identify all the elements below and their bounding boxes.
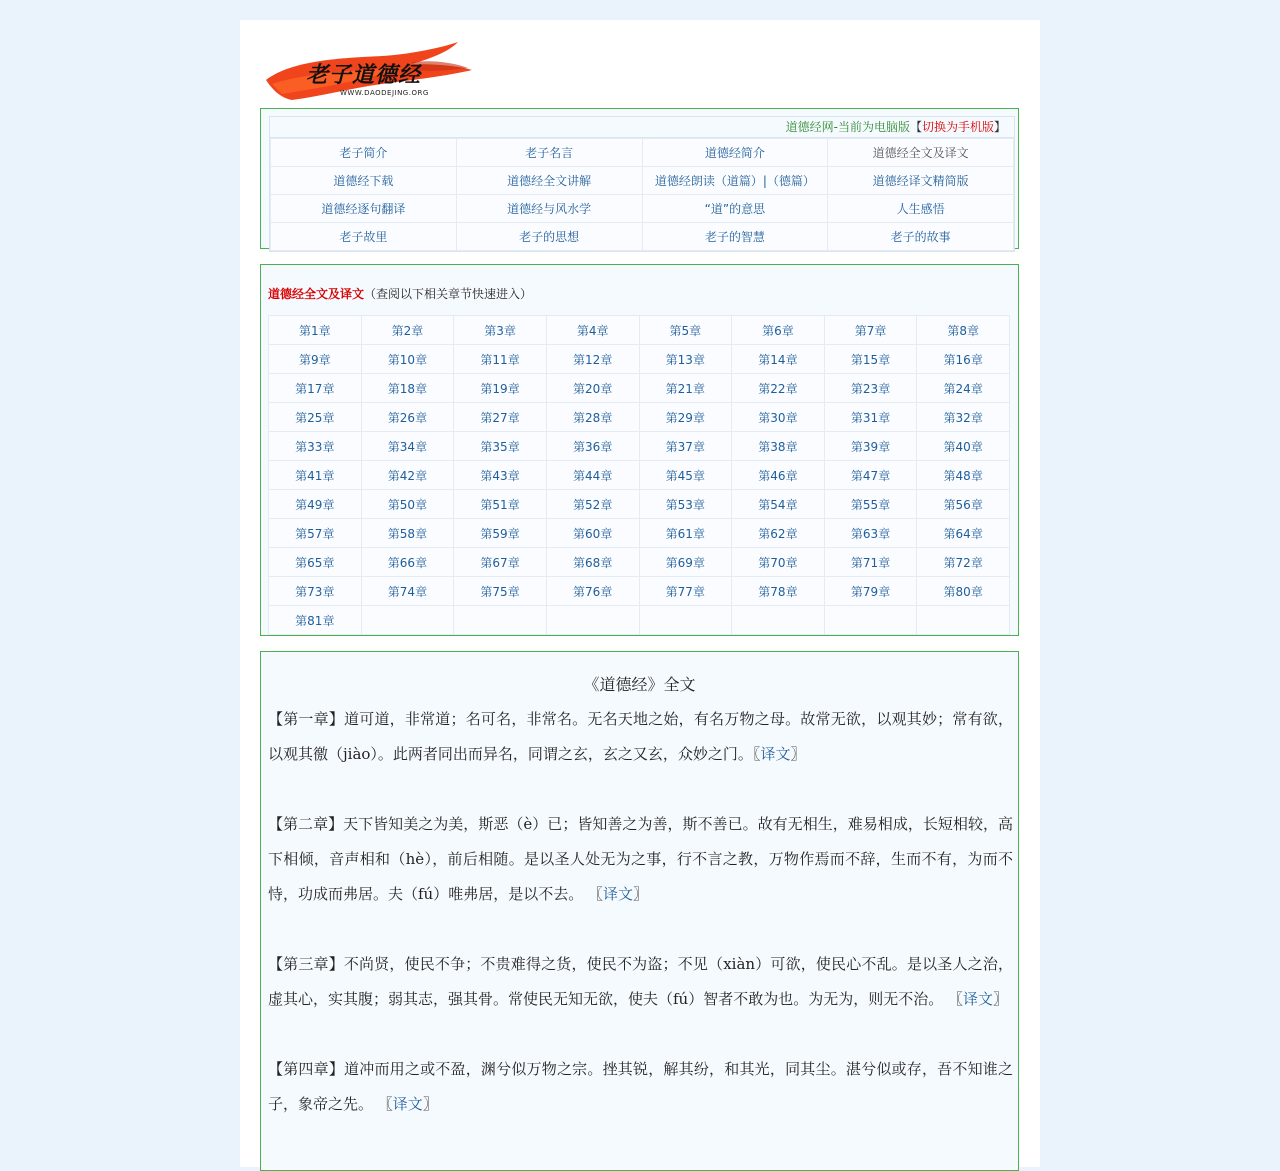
chapter-link[interactable]: 第3章 [454, 316, 547, 345]
bracket-close: 〗 [993, 990, 1009, 1008]
chapter-link[interactable]: 第73章 [269, 577, 362, 606]
bracket-close: 〗 [790, 745, 806, 763]
chapter-empty-cell [732, 606, 825, 635]
nav-link[interactable]: 道德经与风水学 [456, 195, 642, 223]
chapter-link[interactable]: 第41章 [269, 461, 362, 490]
chapter-index-panel [260, 264, 1019, 636]
chapter-paragraph [268, 947, 1013, 1017]
chapter-link[interactable]: 第68章 [546, 548, 639, 577]
chapter-link[interactable]: 第27章 [454, 403, 547, 432]
chapter-link[interactable]: 第15章 [824, 345, 917, 374]
chapter-grid-row [269, 461, 1010, 490]
bracket-close: 〗 [633, 885, 649, 903]
chapter-grid-row [269, 548, 1010, 577]
chapter-grid-row [269, 432, 1010, 461]
chapter-link[interactable]: 第2章 [361, 316, 454, 345]
chapter-empty-cell [917, 606, 1010, 635]
chapter-link[interactable]: 第24章 [917, 374, 1010, 403]
translation-link[interactable]: 译文 [760, 745, 791, 763]
chapter-link[interactable]: 第64章 [917, 519, 1010, 548]
chapter-grid [268, 315, 1010, 635]
bracket-open: 〖 [587, 885, 603, 903]
chapter-link[interactable]: 第70章 [732, 548, 825, 577]
chapter-link[interactable]: 第67章 [454, 548, 547, 577]
chapter-link[interactable]: 第57章 [269, 519, 362, 548]
chapter-link[interactable]: 第78章 [732, 577, 825, 606]
chapter-text: 【第二章】天下皆知美之为美，斯恶（è）已；皆知善之为善，斯不善已。故有无相生，难易相成，长短相较，高下相倾，音声相和（hè），前后相随。是以圣人处无为之事，行不言之教，万物作焉而不辞，生而不有，为而不恃，功成而弗居。夫（fú）唯弗居，是以不去。 [268, 815, 1013, 903]
translation-link[interactable]: 译文 [392, 1095, 423, 1113]
chapter-link[interactable]: 第32章 [917, 403, 1010, 432]
logo-text: 老子道德经 [306, 62, 422, 88]
nav-link[interactable]: 道德经简介 [642, 139, 828, 167]
chapter-link[interactable]: 第56章 [917, 490, 1010, 519]
nav-link[interactable]: 道德经下载 [271, 167, 457, 195]
nav-link[interactable]: 老子的智慧 [642, 223, 828, 251]
chapter-link[interactable]: 第81章 [269, 606, 362, 635]
chapter-empty-cell [639, 606, 732, 635]
chapter-link[interactable]: 第17章 [269, 374, 362, 403]
chapter-link[interactable]: 第42章 [361, 461, 454, 490]
nav-link[interactable]: 老子名言 [456, 139, 642, 167]
chapter-link[interactable]: 第12章 [546, 345, 639, 374]
chapter-link[interactable]: 第60章 [546, 519, 639, 548]
bracket-open: 〖 [377, 1095, 393, 1113]
nav-link[interactable]: 道德经朗读（道篇）|（德篇） [642, 167, 828, 195]
nav-link[interactable]: 老子的思想 [456, 223, 642, 251]
chapter-link[interactable]: 第79章 [824, 577, 917, 606]
chapter-empty-cell [454, 606, 547, 635]
chapter-empty-cell [546, 606, 639, 635]
chapter-link[interactable]: 第1章 [269, 316, 362, 345]
translation-link[interactable]: 译文 [603, 885, 634, 903]
chapter-link[interactable]: 第49章 [269, 490, 362, 519]
chapter-link[interactable]: 第54章 [732, 490, 825, 519]
chapter-link[interactable]: 第47章 [824, 461, 917, 490]
nav-link[interactable]: “道”的意思 [642, 195, 828, 223]
chapter-link[interactable]: 第25章 [269, 403, 362, 432]
nav-link[interactable]: 道德经全文及译文 [828, 139, 1014, 167]
chapter-link[interactable]: 第14章 [732, 345, 825, 374]
chapter-link[interactable]: 第51章 [454, 490, 547, 519]
chapter-grid-row [269, 403, 1010, 432]
chapter-paragraph [268, 1052, 1013, 1122]
chapter-link[interactable]: 第9章 [269, 345, 362, 374]
chapter-link[interactable]: 第50章 [361, 490, 454, 519]
chapter-grid-row [269, 606, 1010, 635]
site-status-text: 道德经网-当前为电脑版 [785, 120, 910, 134]
chapter-link[interactable]: 第28章 [546, 403, 639, 432]
chapter-text: 【第三章】不尚贤，使民不争；不贵难得之货，使民不为盗；不见（xiàn）可欲，使民心不乱。是以圣人之治，虚其心，实其腹；弱其志，强其骨。常使民无知无欲，使夫（fú）智者不敢为也。为无为，则无不治。 [268, 955, 1013, 1008]
chapter-link[interactable]: 第53章 [639, 490, 732, 519]
chapter-link[interactable]: 第39章 [824, 432, 917, 461]
chapter-link[interactable]: 第13章 [639, 345, 732, 374]
chapter-link[interactable]: 第44章 [546, 461, 639, 490]
chapter-link[interactable]: 第18章 [361, 374, 454, 403]
chapter-link[interactable]: 第22章 [732, 374, 825, 403]
chapter-grid-row [269, 519, 1010, 548]
chapter-grid-row [269, 316, 1010, 345]
chapter-link[interactable]: 第65章 [269, 548, 362, 577]
chapter-link[interactable]: 第16章 [917, 345, 1010, 374]
chapter-link[interactable]: 第35章 [454, 432, 547, 461]
chapter-text: 【第一章】道可道，非常道；名可名，非常名。无名天地之始，有名万物之母。故常无欲，以观其妙；常有欲，以观其徼（jiào）。此两者同出而异名，同谓之玄，玄之又玄，众妙之门。 [268, 710, 1013, 763]
chapter-link[interactable]: 第4章 [546, 316, 639, 345]
chapter-grid-row [269, 345, 1010, 374]
chapter-link[interactable]: 第34章 [361, 432, 454, 461]
chapter-link[interactable]: 第7章 [824, 316, 917, 345]
bracket-close: 〗 [422, 1095, 438, 1113]
chapter-link[interactable]: 第19章 [454, 374, 547, 403]
chapter-index-note: （查阅以下相关章节快速进入） [364, 287, 533, 301]
chapter-link[interactable]: 第36章 [546, 432, 639, 461]
chapter-empty-cell [361, 606, 454, 635]
chapter-link[interactable]: 第6章 [732, 316, 825, 345]
chapter-grid-row [269, 374, 1010, 403]
chapter-link[interactable]: 第76章 [546, 577, 639, 606]
nav-panel [260, 108, 1019, 249]
chapter-link[interactable]: 第59章 [454, 519, 547, 548]
chapter-paragraph [268, 807, 1013, 912]
chapter-link[interactable]: 第21章 [639, 374, 732, 403]
fulltext-paragraphs [268, 702, 1013, 1157]
chapter-link[interactable]: 第26章 [361, 403, 454, 432]
chapter-link[interactable]: 第75章 [454, 577, 547, 606]
chapter-index-heading[interactable]: 道德经全文及译文 [268, 287, 365, 301]
chapter-link[interactable]: 第72章 [917, 548, 1010, 577]
chapter-empty-cell [824, 606, 917, 635]
chapter-link[interactable]: 第29章 [639, 403, 732, 432]
chapter-link[interactable]: 第80章 [917, 577, 1010, 606]
chapter-link[interactable]: 第71章 [824, 548, 917, 577]
chapter-link[interactable]: 第11章 [454, 345, 547, 374]
chapter-text: 【第四章】道冲而用之或不盈，渊兮似万物之宗。挫其锐，解其纷，和其光，同其尘。湛兮似或存，吾不知谁之子，象帝之先。 [268, 1060, 1013, 1113]
chapter-link[interactable]: 第52章 [546, 490, 639, 519]
chapter-link[interactable]: 第66章 [361, 548, 454, 577]
chapter-paragraph [268, 702, 1013, 772]
chapter-grid-row [269, 577, 1010, 606]
nav-status-bar: 道德经网-当前为电脑版【切换为手机版】 [270, 117, 1014, 138]
chapter-link[interactable]: 第30章 [732, 403, 825, 432]
chapter-link[interactable]: 第10章 [361, 345, 454, 374]
chapter-grid-row [269, 490, 1010, 519]
bracket-open: 〖 [752, 745, 761, 763]
nav-link[interactable]: 老子故里 [271, 223, 457, 251]
chapter-link[interactable]: 第61章 [639, 519, 732, 548]
chapter-link[interactable]: 第45章 [639, 461, 732, 490]
nav-link[interactable]: 道德经译文精简版 [828, 167, 1014, 195]
nav-link[interactable]: 道德经全文讲解 [456, 167, 642, 195]
nav-link[interactable]: 人生感悟 [828, 195, 1014, 223]
chapter-link[interactable]: 第46章 [732, 461, 825, 490]
fulltext-panel [260, 651, 1019, 1171]
nav-link[interactable]: 道德经逐句翻译 [271, 195, 457, 223]
chapter-link[interactable]: 第58章 [361, 519, 454, 548]
nav-menu-table [270, 138, 1014, 251]
chapter-link[interactable]: 第33章 [269, 432, 362, 461]
switch-to-mobile-link[interactable]: 切换为手机版 [921, 120, 994, 134]
chapter-link[interactable]: 第31章 [824, 403, 917, 432]
chapter-link[interactable]: 第40章 [917, 432, 1010, 461]
chapter-link[interactable]: 第63章 [824, 519, 917, 548]
chapter-link[interactable]: 第62章 [732, 519, 825, 548]
fulltext-title: 《道德经》全文 [583, 675, 696, 694]
chapter-link[interactable]: 第48章 [917, 461, 1010, 490]
chapter-link[interactable]: 第20章 [546, 374, 639, 403]
chapter-link[interactable]: 第74章 [361, 577, 454, 606]
nav-table-wrapper [269, 116, 1015, 252]
chapter-link[interactable]: 第55章 [824, 490, 917, 519]
chapter-index-title [268, 285, 532, 302]
chapter-link[interactable]: 第8章 [917, 316, 1010, 345]
translation-link[interactable]: 译文 [963, 990, 994, 1008]
chapter-link[interactable]: 第37章 [639, 432, 732, 461]
chapter-link[interactable]: 第43章 [454, 461, 547, 490]
chapter-link[interactable]: 第77章 [639, 577, 732, 606]
chapter-link[interactable]: 第69章 [639, 548, 732, 577]
logo-url: WWW.DAODEJING.ORG [340, 89, 429, 97]
bracket-open: 〖 [948, 990, 964, 1008]
chapter-link[interactable]: 第5章 [639, 316, 732, 345]
nav-link[interactable]: 老子的故事 [828, 223, 1014, 251]
chapter-link[interactable]: 第23章 [824, 374, 917, 403]
chapter-link[interactable]: 第38章 [732, 432, 825, 461]
nav-link[interactable]: 老子简介 [271, 139, 457, 167]
